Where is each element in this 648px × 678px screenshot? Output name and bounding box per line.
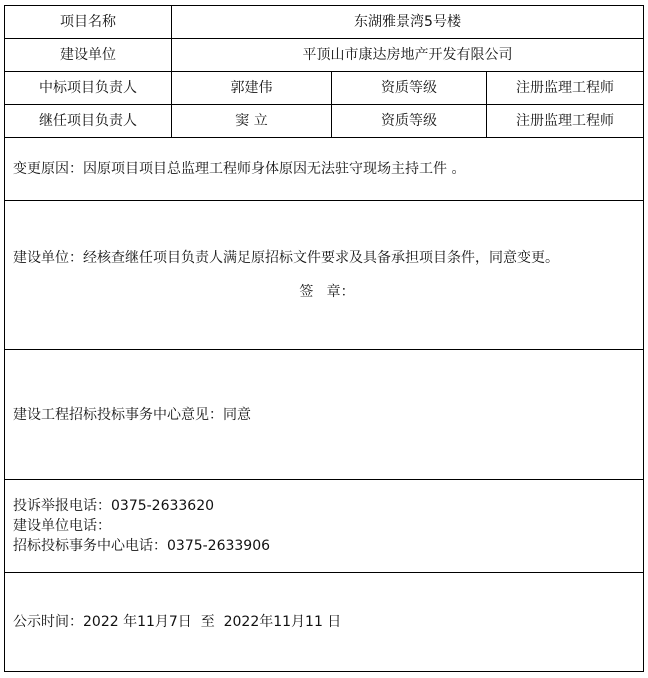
- row-change-reason: [5, 138, 644, 201]
- winning-manager-label: 中标项目负责人: [5, 72, 172, 105]
- successor-qual-label: 资质等级: [332, 105, 487, 138]
- project-name-value: 东湖雅景湾5号楼: [172, 6, 644, 39]
- project-name-label: 项目名称: [5, 6, 172, 39]
- row-center-opinion: [5, 350, 644, 480]
- builder-opinion-cell: [5, 201, 644, 350]
- change-reason-text: 变更原因：因原项目项目总监理工程师身体原因无法驻守现场主持工件 。: [5, 138, 644, 201]
- builder-value: 平顶山市康达房地产开发有限公司: [172, 39, 644, 72]
- winning-manager-name: 郭建伟: [172, 72, 332, 105]
- row-winning-manager: [5, 72, 644, 105]
- builder-label: 建设单位: [5, 39, 172, 72]
- row-publicity: [5, 573, 644, 672]
- change-notice-table: [4, 5, 644, 672]
- winning-qual-value: 注册监理工程师: [487, 72, 644, 105]
- row-builder-opinion: [5, 201, 644, 350]
- winning-qual-label: 资质等级: [332, 72, 487, 105]
- publicity-period: 公示时间：2022 年11月7日 至 2022年11月11 日: [5, 573, 644, 672]
- row-contacts: [5, 480, 644, 573]
- row-builder: [5, 39, 644, 72]
- row-successor-manager: [5, 105, 644, 138]
- row-project-name: [5, 6, 644, 39]
- center-opinion-text: 建设工程招标投标事务中心意见：同意: [5, 350, 644, 480]
- successor-qual-value: 注册监理工程师: [487, 105, 644, 138]
- seal-label: 签 章：: [299, 284, 355, 300]
- complaint-phone: 投诉举报电话：0375-2633620: [13, 498, 215, 514]
- center-phone: 招标投标事务中心电话：0375-2633906: [13, 538, 271, 554]
- contacts-cell: [5, 480, 644, 573]
- successor-manager-name: 窦 立: [172, 105, 332, 138]
- builder-opinion-text: 建设单位：经核查继任项目负责人满足原招标文件要求及具备承担项目条件，同意变更。: [13, 250, 559, 266]
- builder-phone: 建设单位电话：: [13, 518, 111, 534]
- successor-manager-label: 继任项目负责人: [5, 105, 172, 138]
